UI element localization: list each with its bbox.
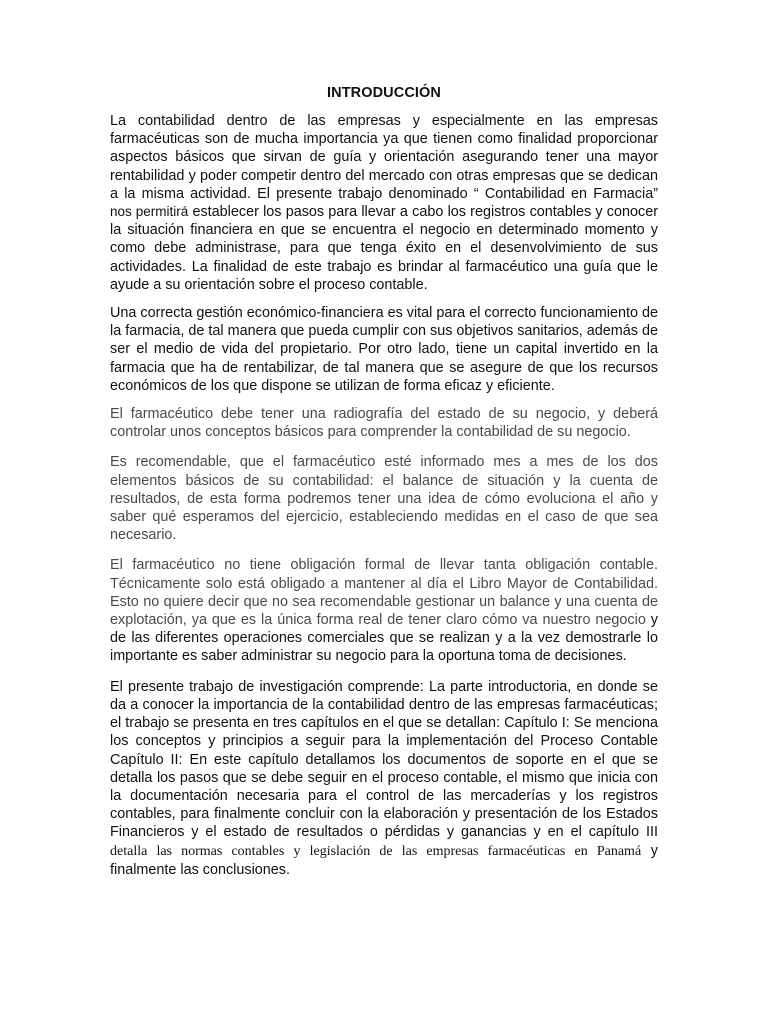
document-title: INTRODUCCIÓN — [327, 85, 441, 101]
paragraph-5 — [110, 556, 658, 665]
paragraph-5-dark-text: y de las diferentes operaciones comerciales que se realizan y a la vez demostrarle lo importante es saber administrar su negocio para la oportuna toma de decisiones. — [110, 612, 658, 665]
paragraph-3: El farmacéutico debe tener una radiografía del estado de su negocio, y deberá controlar unos conceptos básicos para comprender la contabilidad de su negocio. — [110, 406, 658, 441]
paragraph-6-serif-text: detalla las normas contables y legislación de las empresas farmacéuticas en Panamá — [110, 843, 642, 859]
paragraph-6 — [110, 678, 658, 879]
paragraph-4: Es recomendable, que el farmacéutico esté informado mes a mes de los dos elementos básicos de su contabilidad: el balance de situación y la cuenta de resultados, de esta forma podremos tener una idea de cómo evoluciona el año y saber qué esperamos del ejercicio, estableciendo medidas en el caso de que sea necesario. — [110, 454, 658, 544]
paragraph-1-text-c: establecer los pasos para llevar a cabo los registros contables y conocer la situación financiera en que se encuentra el negocio en determinado momento y como debe administrase, para que tenga éxito en el desenvolvimiento de sus actividades. La finalidad de este trabajo es brindar al farmacéutico una guía que le ayude a su orientación sobre el proceso contable. — [110, 204, 659, 293]
paragraph-5-gray-text: El farmacéutico no tiene obligación formal de llevar tanta obligación contable. Técnicamente solo está obligado a mantener al día el Libro Mayor de Contabilidad. Esto no quiere decir que no sea recomendable gestionar un balance y una cuenta de explotación, ya que es la única forma real de tener claro cómo va nuestro negocio — [110, 557, 658, 629]
paragraph-1 — [110, 112, 658, 294]
document-page — [110, 84, 658, 889]
paragraph-2: Una correcta gestión económico-financiera es vital para el correcto funcionamiento de la farmacia, de tal manera que pueda cumplir con sus objetivos sanitarios, además de ser el medio de vida del propietario. Por otro lado, tiene un capital invertido en la farmacia que ha de rentabilizar, de tal manera que se asegure de que los recursos económicos de los que dispone se utilizan de forma eficaz y eficiente. — [110, 305, 658, 394]
paragraph-6-text-a: El presente trabajo de investigación comprende: La parte introductoria, en donde se da a conocer la importancia de la contabilidad dentro de las empresas farmacéuticas; el trabajo se presenta en tres capítulos en el que se detallan: Capítulo I: Se menciona los conceptos y principios a seguir para la implementación del Proceso Contable Capítulo II: En este capítulo detallamos los documentos de soporte en el que se detalla los pasos que se debe seguir en el proceso contable, el mismo que inicia con la documentación necesaria para el control de las mercaderías y los registros contables, para finalmente concluir con la elaboración y presentación de los Estados Financieros y el estado de resultados o pérdidas y ganancias y en el capítulo III — [110, 678, 658, 841]
paragraph-1-text-b: nos permitirá — [110, 204, 189, 220]
paragraph-6-text-c: y finalmente las conclusiones. — [110, 842, 658, 878]
paragraph-1-text-a: La contabilidad dentro de las empresas y especialmente en las empresas farmacéuticas son de mucha importancia ya que tienen como finalidad proporcionar aspectos básicos que sirvan de guía y orientación asegurando tener una mayor rentabilidad y poder competir dentro del mercado con otras empresas que se dedican a la misma actividad. El presente trabajo denominado “ Contabilidad en Farmacia” — [110, 113, 658, 202]
